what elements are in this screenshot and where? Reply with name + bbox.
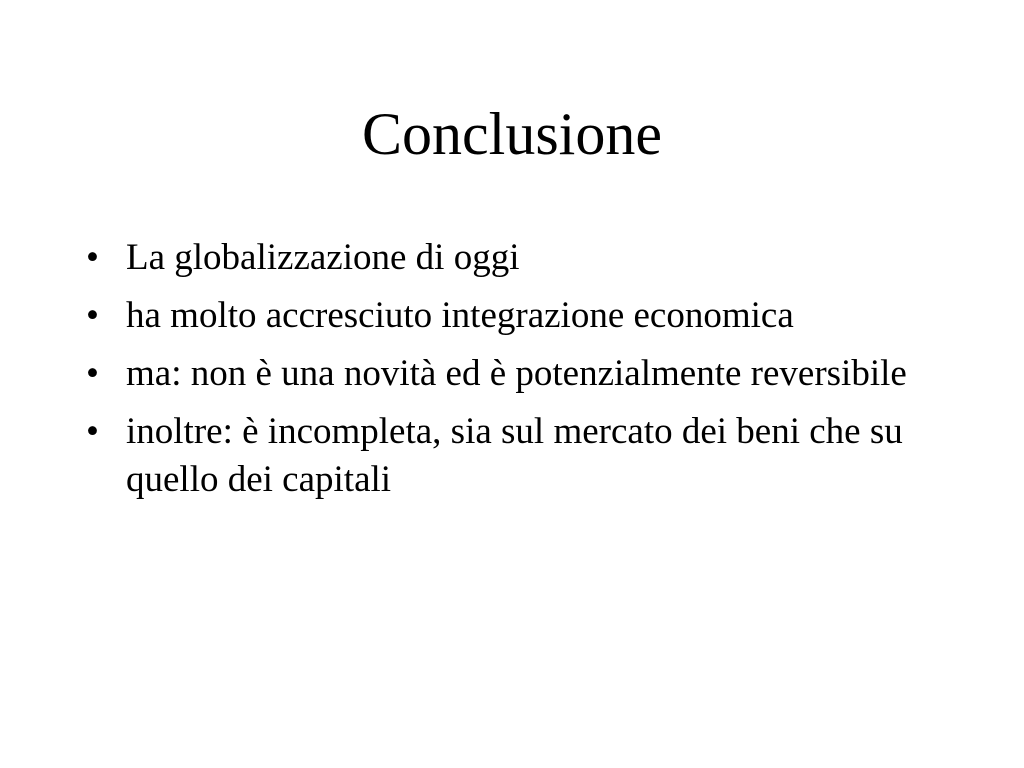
bullet-item <box>86 350 946 398</box>
bullet-item <box>86 408 946 504</box>
bullet-item <box>86 292 946 340</box>
bullet-text: La globalizzazione di oggi <box>126 237 520 278</box>
bullet-icon: • <box>86 237 99 278</box>
bullet-text: ma: non è una novità ed è potenzialmente reversibile <box>126 353 907 394</box>
bullet-text: ha molto accresciuto integrazione economica <box>126 295 794 336</box>
slide-title: Conclusione <box>362 101 662 167</box>
bullet-list <box>86 234 946 514</box>
bullet-icon: • <box>86 295 99 336</box>
bullet-icon: • <box>86 353 99 394</box>
bullet-item <box>86 234 946 282</box>
bullet-text: inoltre: è incompleta, sia sul mercato dei beni che su quello dei capitali <box>126 411 903 500</box>
bullet-icon: • <box>86 411 99 452</box>
